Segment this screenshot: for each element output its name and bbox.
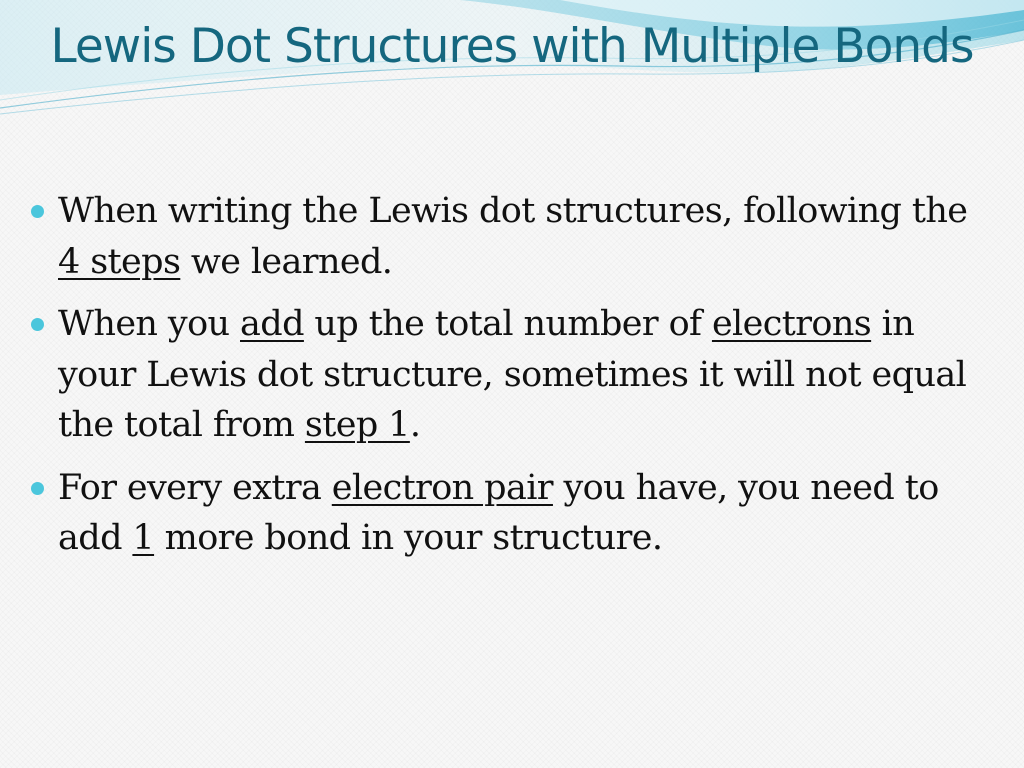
bullet-item-2 xyxy=(28,299,998,451)
bullet-list xyxy=(28,186,998,576)
bullet-point-icon xyxy=(31,482,44,495)
underlined-term: 4 steps xyxy=(58,241,181,282)
bullet-text: in your Lewis dot structure, sometimes it will not equal the total from xyxy=(58,304,967,445)
bullet-text: . xyxy=(409,405,421,445)
bullet-item-1 xyxy=(28,186,998,287)
underlined-term: electron pair xyxy=(331,467,553,508)
bullet-item-3 xyxy=(28,463,998,564)
underlined-term: 1 xyxy=(132,518,155,558)
bullet-text: When you xyxy=(58,304,241,344)
bullet-text: up the total number of xyxy=(303,304,712,344)
bullet-text: we learned. xyxy=(180,241,393,282)
bullet-text: For every extra xyxy=(58,467,332,508)
bullet-text: you have, you need to add xyxy=(58,467,939,558)
bullet-point-icon xyxy=(31,318,44,331)
bullet-text: When writing the Lewis dot structures, following the xyxy=(58,191,968,231)
bullet-text: more bond in your structure. xyxy=(154,518,663,558)
bullet-point-icon xyxy=(31,205,44,218)
underlined-term: add xyxy=(240,304,304,344)
underlined-term: step 1 xyxy=(304,405,410,445)
underlined-term: electrons xyxy=(711,304,872,344)
slide-title: Lewis Dot Structures with Multiple Bonds xyxy=(50,19,974,74)
